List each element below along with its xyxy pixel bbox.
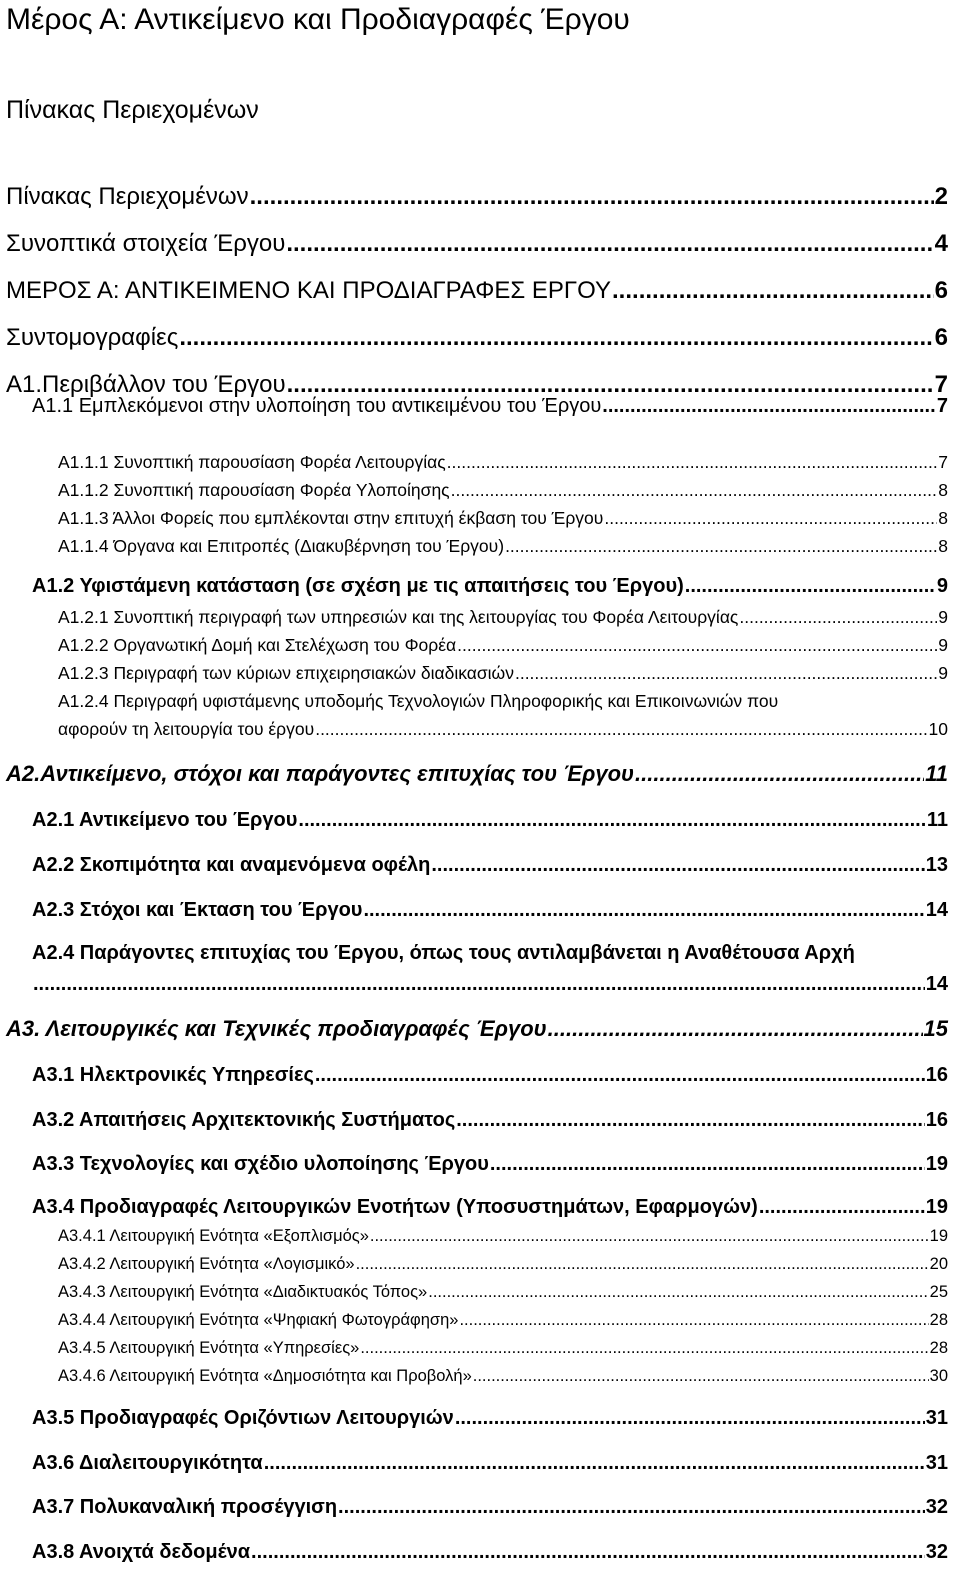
toc-entry-label: Α3.4.4 Λειτουργική Ενότητα «Ψηφιακή Φωτογράφηση» [58,1311,459,1329]
toc-entry-page: 6 [934,277,948,304]
toc-leader [685,572,936,600]
toc-entry-label: Συντομογραφίες [6,324,179,351]
toc-entry-page: 9 [938,663,948,683]
toc-entry-label: Α2.3 Στόχοι και Έκταση του Έργου [32,899,363,921]
toc-entry-page: 30 [929,1367,948,1385]
toc-entry-page: 8 [938,536,948,556]
toc-entry[interactable] [58,716,948,742]
toc-entry-page: 16 [925,1064,948,1086]
toc-entry[interactable] [58,505,948,531]
toc-entry-label: Α3.5 Προδιαγραφές Οριζόντιων Λειτουργιών [32,1407,454,1429]
toc-entry-page: 8 [938,480,948,500]
toc-entry-page: 14 [925,973,948,995]
toc-leader [602,392,936,420]
toc-leader [612,274,934,308]
toc-entry-label: Α1.1 Εμπλεκόμενοι στην υλοποίηση του αντικειμένου του Έργου [32,395,602,417]
toc-entry-page: 31 [925,1407,948,1429]
toc-entry-label: Πίνακας Περιεχομένων [6,183,249,210]
toc-entry[interactable] [32,1538,948,1566]
toc-entry-label: Α1.2.1 Συνοπτική περιγραφή των υπηρεσιών και της λειτουργίας του Φορέα Λειτουργίας [58,607,739,627]
toc-entry[interactable] [6,227,948,261]
toc-entry-label: Α3.1 Ηλεκτρονικές Υπηρεσίες [32,1064,314,1086]
toc-leader [604,505,937,531]
toc-entry-label: Α3.4.6 Λειτουργική Ενότητα «Δημοσιότητα και Προβολή» [58,1367,472,1385]
toc-leader [759,1193,925,1221]
toc-entry-page: 32 [925,1496,948,1518]
toc-leader [315,716,927,742]
toc-entry-label: Συνοπτικά στοιχεία Έργου [6,230,286,257]
toc-entry-label: Α1.1.4 Όργανα και Επιτροπές (Διακυβέρνηση του Έργου) [58,536,505,556]
toc-leader [431,851,924,879]
toc-entry-page: 7 [936,395,948,417]
toc-entry-page: 11 [926,809,948,831]
toc-leader [428,1280,928,1304]
toc-entry-label[interactable]: Α2.4 Παράγοντες επιτυχίας του Έργου, όπως τους αντιλαμβάνεται η Αναθέτουσα Αρχή [32,942,855,964]
toc-entry[interactable] [58,1224,948,1248]
toc-entry-label: Α3.7 Πολυκαναλική προσέγγιση [32,1496,338,1518]
toc-entry-page: 11 [925,761,948,786]
toc-leader [298,806,925,834]
toc-entry-page: 16 [925,1109,948,1131]
toc-entry-label: Α1.1.2 Συνοπτική παρουσίαση Φορέα Υλοποίησης [58,480,450,500]
toc-entry-label: Α1.Περιβάλλον του Έργου [6,371,286,398]
toc-entry[interactable] [32,1404,948,1432]
toc-entry-page: 13 [925,854,948,876]
toc-leader [264,1449,925,1477]
toc-entry-label: Α3.4.5 Λειτουργική Ενότητα «Υπηρεσίες» [58,1339,360,1357]
toc-entry-page: 19 [925,1153,948,1175]
toc-entry[interactable] [58,1252,948,1276]
toc-entry-page: 25 [929,1283,948,1301]
toc-leader [456,1106,925,1134]
toc-entry[interactable] [32,1150,948,1178]
toc-entry-page: 8 [938,508,948,528]
toc-entry[interactable] [32,1449,948,1477]
toc-entry-label[interactable]: Α1.2.4 Περιγραφή υφιστάμενης υποδομής Τεχνολογιών Πληροφορικής και Επικοινωνιών που [58,691,779,711]
toc-entry[interactable] [32,392,948,420]
toc-entry[interactable] [32,1061,948,1089]
toc-entry[interactable] [6,1013,948,1045]
toc-entry-page: 9 [936,575,948,597]
toc-leader [459,1308,928,1332]
toc-entry-page: 9 [938,635,948,655]
toc-entry-label: Α3.6 Διαλειτουργικότητα [32,1452,263,1474]
toc-leader [250,180,934,214]
toc-heading: Πίνακας Περιεχομένων [6,96,259,124]
toc-leader [457,632,937,658]
toc-leader [515,660,937,686]
toc-entry[interactable] [58,632,948,658]
toc-entry[interactable] [58,1336,948,1360]
toc-leader [33,970,925,998]
toc-entry[interactable] [6,758,948,790]
toc-entry-page: 2 [934,183,948,210]
toc-entry-label: Α1.2 Υφιστάμενη κατάσταση (σε σχέση με τις απαιτήσεις του Έργου) [32,575,684,597]
toc-entry[interactable] [32,970,948,998]
toc-entry[interactable] [32,851,948,879]
toc-leader [739,604,937,630]
toc-entry-label: Α3.3 Τεχνολογίες και σχέδιο υλοποίησης Έργου [32,1153,489,1175]
toc-leader [286,227,933,261]
toc-entry[interactable] [32,896,948,924]
toc-leader [315,1061,925,1089]
toc-entry-label: Α3.4.3 Λειτουργική Ενότητα «Διαδικτυακός Τόπος» [58,1283,428,1301]
toc-leader [251,1538,925,1566]
toc-entry-label: Α3.4.1 Λειτουργική Ενότητα «Εξοπλισμός» [58,1227,369,1245]
toc-leader [360,1336,928,1360]
toc-entry[interactable] [58,1308,948,1332]
toc-entry-page: 31 [925,1452,948,1474]
toc-entry-label: Α2.1 Αντικείμενο του Έργου [32,809,298,831]
toc-entry-page: 9 [938,607,948,627]
toc-entry-page: 7 [934,371,948,398]
toc-entry[interactable] [58,660,948,686]
toc-entry[interactable] [58,1364,948,1388]
toc-entry-label: Α3.8 Ανοιχτά δεδομένα [32,1541,251,1563]
toc-entry-label: Α3. Λειτουργικές και Τεχνικές προδιαγραφές Έργου [6,1016,547,1041]
toc-entry[interactable] [58,449,948,475]
toc-entry[interactable] [32,572,948,600]
toc-leader [356,1252,929,1276]
toc-leader [447,449,938,475]
toc-leader [635,758,924,790]
page-title: Μέρος Α: Αντικείμενο και Προδιαγραφές Έργου [6,3,630,36]
toc-leader [505,533,937,559]
toc-leader [473,1364,929,1388]
toc-leader [451,477,938,503]
toc-leader [363,896,924,924]
toc-leader [179,321,933,355]
toc-entry-label: Α1.1.1 Συνοπτική παρουσίαση Φορέα Λειτουργίας [58,452,446,472]
toc-leader [338,1493,925,1521]
toc-entry[interactable] [32,1193,948,1221]
toc-leader [370,1224,929,1248]
toc-entry-label-cont: αφορούν τη λειτουργία του έργου [58,719,315,739]
toc-entry[interactable] [6,180,948,214]
toc-entry-label: Α2.2 Σκοπιμότητα και αναμενόμενα οφέλη [32,854,431,876]
toc-entry-page: 7 [938,452,948,472]
toc-entry-page: 28 [929,1339,948,1357]
toc-entry-label: ΜΕΡΟΣ Α: ΑΝΤΙΚΕΙΜΕΝΟ ΚΑΙ ΠΡΟΔΙΑΓΡΑΦΕΣ ΕΡΓΟΥ [6,277,612,304]
toc-entry-label: Α3.4.2 Λειτουργική Ενότητα «Λογισμικό» [58,1255,355,1273]
toc-entry-page: 28 [929,1311,948,1329]
toc-entry-page: 32 [925,1541,948,1563]
toc-entry-page: 6 [934,324,948,351]
toc-leader [490,1150,925,1178]
toc-entry-page: 14 [925,899,948,921]
toc-entry[interactable] [58,533,948,559]
toc-entry[interactable] [32,1493,948,1521]
toc-entry-label: Α1.2.3 Περιγραφή των κύριων επιχειρησιακών διαδικασιών [58,663,514,683]
toc-leader [548,1013,923,1045]
toc-entry[interactable] [58,1280,948,1304]
toc-entry-page: 19 [925,1196,948,1218]
toc-entry[interactable] [6,274,948,308]
toc-entry-page: 4 [934,230,948,257]
toc-leader [455,1404,925,1432]
toc-entry[interactable] [32,806,948,834]
toc-entry-page: 15 [923,1016,948,1041]
toc-entry-page: 20 [929,1255,948,1273]
toc-entry-page: 19 [929,1227,948,1245]
toc-entry[interactable] [58,604,948,630]
toc-entry-label: Α1.2.2 Οργανωτική Δομή και Στελέχωση του Φορέα [58,635,457,655]
toc-entry-page: 10 [928,719,948,739]
toc-entry-label: Α3.2 Απαιτήσεις Αρχιτεκτονικής Συστήματος [32,1109,456,1131]
toc-entry[interactable] [58,477,948,503]
toc-entry-label: Α2.Αντικείμενο, στόχοι και παράγοντες επιτυχίας του Έργου [6,761,635,786]
toc-entry-label: Α1.1.3 Άλλοι Φορείς που εμπλέκονται στην επιτυχή έκβαση του Έργου [58,508,604,528]
toc-entry[interactable] [32,1106,948,1134]
toc-entry-label: Α3.4 Προδιαγραφές Λειτουργικών Ενοτήτων (Υποσυστημάτων, Εφαρμογών) [32,1196,758,1218]
toc-entry[interactable] [6,321,948,355]
